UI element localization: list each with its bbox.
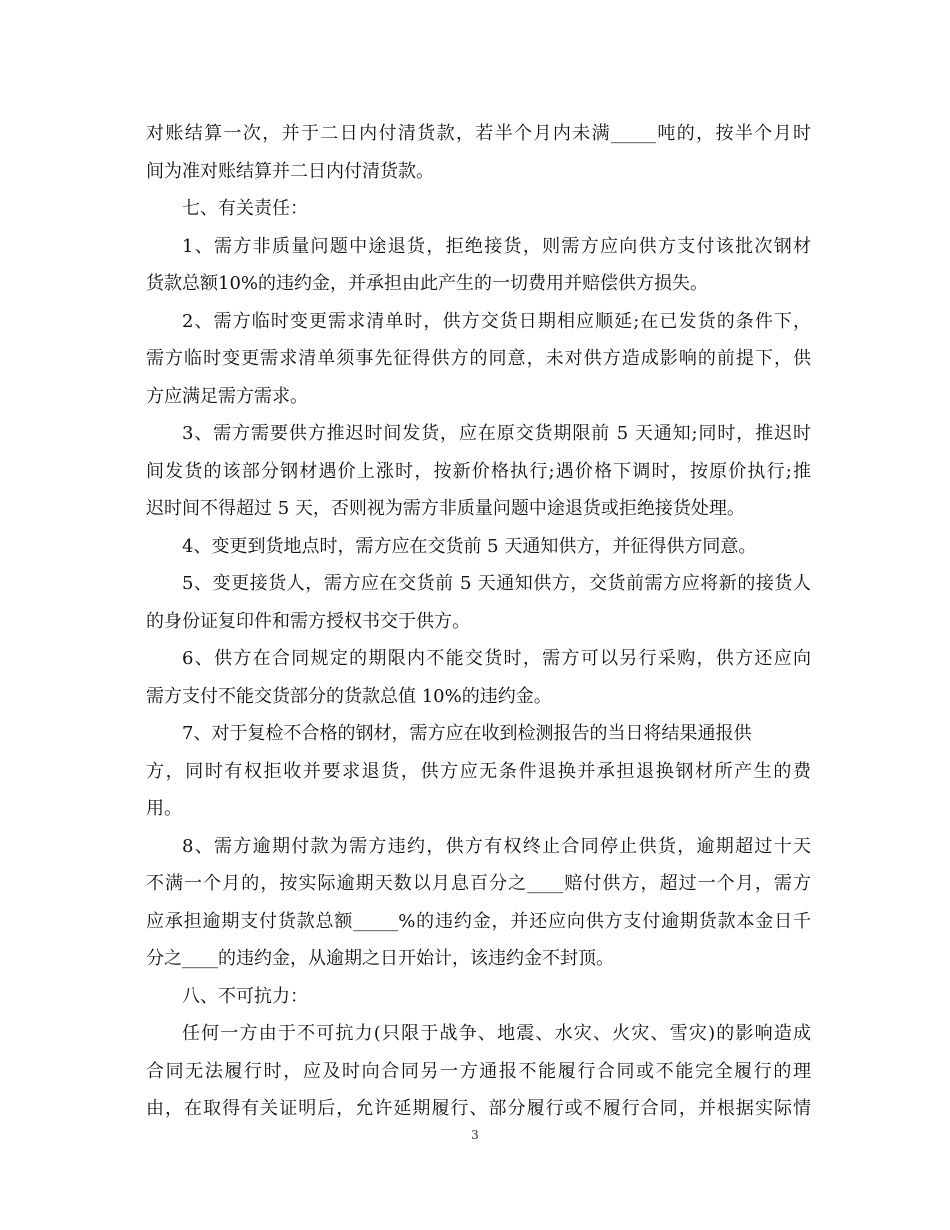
text-line: 方应满足需方需求。	[146, 385, 308, 407]
text-line: 应承担逾期支付货款总额_____%的违约金，并还应向供方支付逾期货款本金日千	[146, 910, 811, 932]
page-number: 3	[471, 1128, 479, 1142]
text-line: 任何一方由于不可抗力(只限于战争、地震、水灾、火灾、雪灾)的影响造成	[182, 1023, 811, 1044]
section-heading: 七、有关责任：	[182, 198, 308, 219]
text-line: 需方支付不能交货部分的货款总值 10%的违约金。	[146, 685, 552, 707]
text-line: 5、变更接货人，需方应在交货前 5 天通知供方，交货前需方应将新的接货人	[182, 573, 811, 594]
text-line: 4、变更到货地点时，需方应在交货前 5 天通知供方，并征得供方同意。	[182, 535, 757, 557]
text-line: 由，在取得有关证明后，允许延期履行、部分履行或不履行合同，并根据实际情	[146, 1098, 811, 1119]
text-line: 的身份证复印件和需方授权书交于供方。	[146, 610, 470, 632]
text-line: 迟时间不得超过 5 天，否则视为需方非质量问题中途退货或拒绝接货处理。	[146, 498, 745, 519]
text-line: 间为准对账结算并二日内付清货款。	[146, 160, 434, 182]
text-line: 合同无法履行时，应及时向合同另一方通报不能履行合同或不能完全履行的理	[146, 1060, 811, 1082]
text-line: 方，同时有权拒收并要求退货，供方应无条件退换并承担退换钢材所产生的费	[146, 760, 811, 782]
text-line: 2、需方临时变更需求清单时，供方交货日期相应顺延;在已发货的条件下，	[182, 310, 811, 332]
text-line: 7、对于复检不合格的钢材，需方应在收到检测报告的当日将结果通报供	[182, 723, 752, 744]
text-line: 对账结算一次，并于二日内付清货款，若半个月内未满_____吨的，按半个月时	[146, 123, 811, 144]
text-line: 间发货的该部分钢材遇价上涨时，按新价格执行;遇价格下调时，按原价执行;推	[146, 460, 811, 482]
section-heading: 八、不可抗力：	[182, 985, 308, 1007]
text-line: 用。	[146, 798, 182, 819]
text-line: 分之____的违约金，从逾期之日开始计，该违约金不封顶。	[146, 948, 614, 969]
text-line: 不满一个月的，按实际逾期天数以月息百分之____赔付供方，超过一个月，需方	[146, 873, 811, 894]
text-line: 6、供方在合同规定的期限内不能交货时，需方可以另行采购，供方还应向	[182, 648, 811, 669]
document-body	[146, 115, 811, 1128]
text-line: 1、需方非质量问题中途退货，拒绝接货，则需方应向供方支付该批次钢材	[182, 235, 811, 257]
text-line: 8、需方逾期付款为需方违约，供方有权终止合同停止供货，逾期超过十天	[182, 835, 811, 857]
text-line: 货款总额10%的违约金，并承担由此产生的一切费用并赔偿供方损失。	[146, 273, 709, 294]
text-line: 3、需方需要供方推迟时间发货，应在原交货期限前 5 天通知;同时，推迟时	[182, 423, 811, 444]
text-line: 需方临时变更需求清单须事先征得供方的同意，未对供方造成影响的前提下，供	[146, 348, 811, 369]
